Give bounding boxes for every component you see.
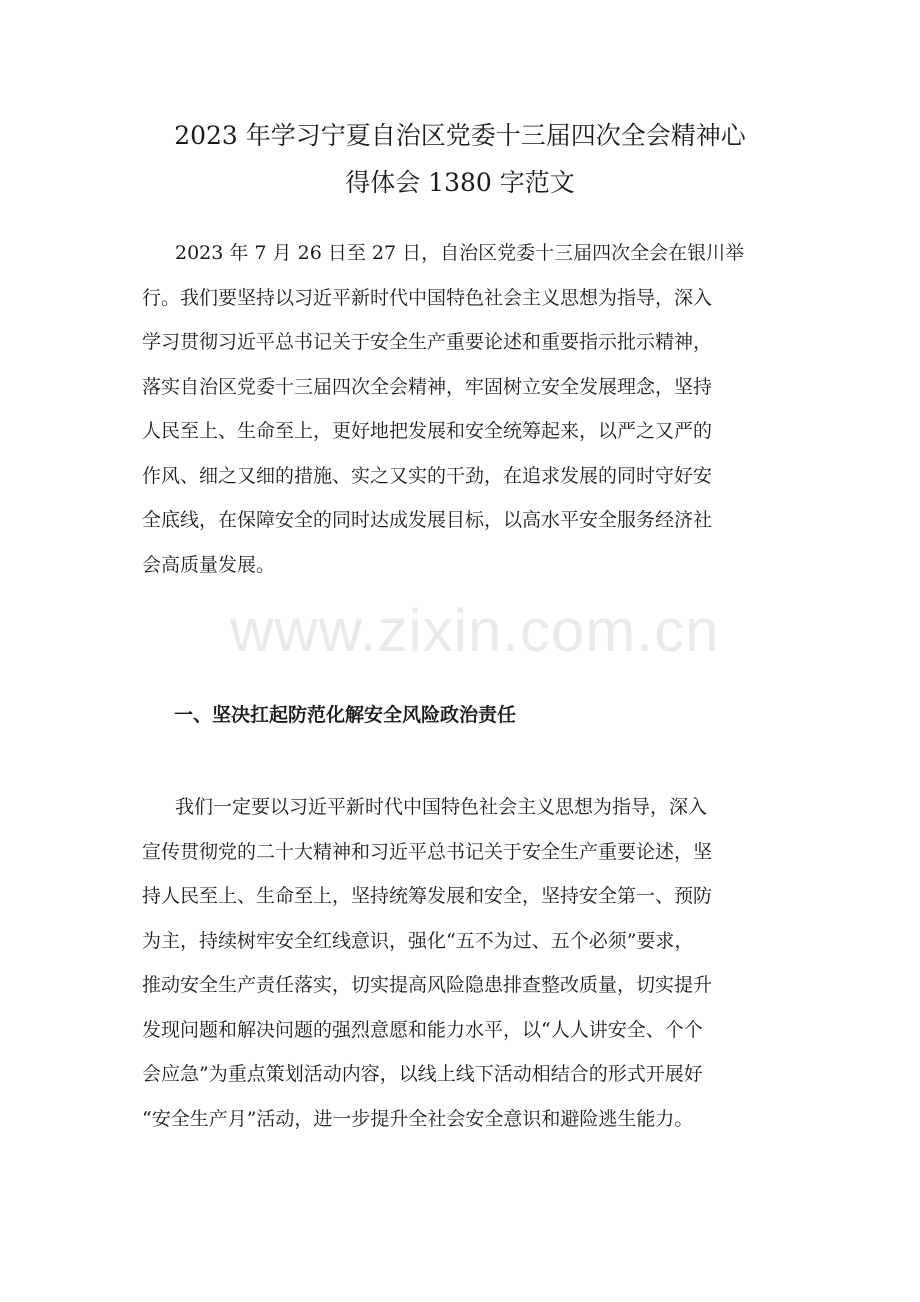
section-paragraph: [142, 785, 782, 1141]
paragraph-line: 落实自治区党委十三届四次全会精神，牢固树立安全发展理念，坚持: [142, 375, 713, 398]
paragraph-line: 我们一定要以习近平新时代中国特色社会主义思想为指导，深入: [175, 796, 708, 818]
paragraph-line: “安全生产月”活动，进一步提升全社会安全意识和避险逃生能力。: [142, 1107, 694, 1130]
paragraph-line: 为主，持续树牢安全红线意识，强化“五不为过、五个必须”要求，: [142, 929, 694, 952]
paragraph-line: 行。我们要坚持以习近平新时代中国特色社会主义思想为指导，深入: [142, 286, 713, 309]
section-heading: 一、坚决扛起防范化解安全风险政治责任: [174, 704, 517, 726]
paragraph-line: 持人民至上、生命至上，坚持统筹发展和安全，坚持安全第一、预防: [142, 885, 713, 907]
paragraph-line: 会应急”为重点策划活动内容，以线上线下活动相结合的形式开展好: [142, 1063, 703, 1085]
document-title: [120, 112, 800, 206]
paragraph-line: 人民至上、生命至上，更好地把发展和安全统筹起来，以严之又严的: [142, 420, 713, 442]
paragraph-line: 宣传贯彻党的二十大精神和习近平总书记关于安全生产重要论述，坚: [142, 840, 713, 863]
paragraph-line: 会高质量发展。: [142, 553, 276, 576]
watermark-text: www.zixin.com.cn: [230, 597, 720, 664]
paragraph-line: 作风、细之又细的措施、实之又实的干劲，在追求发展的同时守好安: [142, 464, 713, 487]
title-line: 2023 年学习宁夏自治区党委十三届四次全会精神心: [174, 121, 746, 150]
intro-paragraph: [142, 231, 782, 587]
paragraph-line: 推动安全生产责任落实，切实提高风险隐患排查整改质量，切实提升: [142, 974, 713, 996]
title-line: 得体会 1380 字范文: [345, 168, 575, 197]
paragraph-line: 学习贯彻习近平总书记关于安全生产重要论述和重要指示批示精神，: [142, 331, 713, 353]
paragraph-line: 全底线，在保障安全的同时达成发展目标，以高水平安全服务经济社: [142, 509, 713, 531]
paragraph-line: 发现问题和解决问题的强烈意愿和能力水平，以“人人讲安全、个个: [142, 1018, 703, 1041]
paragraph-line: 2023 年 7 月 26 日至 27 日，自治区党委十三届四次全会在银川举: [175, 242, 745, 264]
